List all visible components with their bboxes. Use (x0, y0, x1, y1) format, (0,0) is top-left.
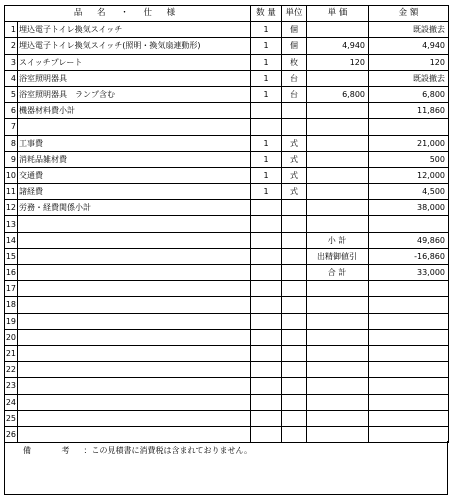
item-name: 労務・経費関係小計 (18, 200, 251, 216)
item-price (307, 362, 369, 378)
item-name: 浴室照明器具 ランプ含む (18, 86, 251, 102)
item-name (18, 281, 251, 297)
item-unit (282, 119, 307, 135)
row-number: 23 (5, 378, 18, 394)
item-qty (251, 410, 282, 426)
item-name (18, 410, 251, 426)
header-qty: 数 量 (251, 6, 282, 22)
item-qty (251, 248, 282, 264)
item-name: 浴室照明器具 (18, 70, 251, 86)
item-qty: 1 (251, 54, 282, 70)
item-unit (282, 297, 307, 313)
table-row (5, 184, 449, 200)
item-unit (282, 103, 307, 119)
item-name: 消耗品雑材費 (18, 151, 251, 167)
table-row (5, 54, 449, 70)
item-qty (251, 394, 282, 410)
item-name (18, 362, 251, 378)
item-qty (251, 232, 282, 248)
row-number: 1 (5, 22, 18, 38)
item-name (18, 394, 251, 410)
item-price (307, 103, 369, 119)
row-number: 8 (5, 135, 18, 151)
table-body (5, 22, 449, 443)
table-row (5, 216, 449, 232)
item-qty: 1 (251, 86, 282, 102)
remarks-box (4, 441, 448, 495)
item-name (18, 329, 251, 345)
row-number: 16 (5, 265, 18, 281)
table-row (5, 345, 449, 361)
item-qty (251, 362, 282, 378)
row-number: 21 (5, 345, 18, 361)
item-name: 交通費 (18, 167, 251, 183)
item-name (18, 297, 251, 313)
item-qty: 1 (251, 70, 282, 86)
item-name (18, 216, 251, 232)
item-price (307, 200, 369, 216)
item-amount (369, 119, 449, 135)
table-row (5, 86, 449, 102)
item-unit: 式 (282, 167, 307, 183)
item-amount (369, 378, 449, 394)
item-unit (282, 378, 307, 394)
header-amount: 金 額 (369, 6, 449, 22)
item-amount: 4,940 (369, 38, 449, 54)
row-number: 12 (5, 200, 18, 216)
estimate-sheet (1, 1, 453, 498)
table-row (5, 281, 449, 297)
header-price: 単 価 (307, 6, 369, 22)
row-number: 22 (5, 362, 18, 378)
item-unit (282, 216, 307, 232)
row-number: 5 (5, 86, 18, 102)
row-number: 14 (5, 232, 18, 248)
item-qty (251, 281, 282, 297)
remarks-text: ：この見積書に消費税は含まれておりません。 (83, 446, 253, 455)
item-amount: 既設撤去 (369, 22, 449, 38)
item-price (307, 378, 369, 394)
item-unit: 個 (282, 38, 307, 54)
row-number: 25 (5, 410, 18, 426)
item-unit: 式 (282, 151, 307, 167)
item-qty (251, 329, 282, 345)
item-amount: 500 (369, 151, 449, 167)
remarks-label: 備 考 (23, 446, 84, 455)
item-price (307, 297, 369, 313)
item-price: 6,800 (307, 86, 369, 102)
item-unit (282, 248, 307, 264)
item-name (18, 119, 251, 135)
item-amount (369, 345, 449, 361)
item-price (307, 394, 369, 410)
item-name: 諸経費 (18, 184, 251, 200)
item-price (307, 70, 369, 86)
item-amount (369, 410, 449, 426)
item-amount: 既設撤去 (369, 70, 449, 86)
item-amount (369, 281, 449, 297)
table-row (5, 151, 449, 167)
item-unit (282, 394, 307, 410)
table-row (5, 103, 449, 119)
table-row (5, 329, 449, 345)
row-number: 11 (5, 184, 18, 200)
estimate-table (4, 5, 449, 443)
row-number: 10 (5, 167, 18, 183)
item-qty: 1 (251, 184, 282, 200)
table-row (5, 38, 449, 54)
item-price: 小 計 (307, 232, 369, 248)
item-name (18, 248, 251, 264)
item-unit (282, 329, 307, 345)
row-number: 4 (5, 70, 18, 86)
item-name (18, 232, 251, 248)
item-unit: 個 (282, 22, 307, 38)
item-amount: 49,860 (369, 232, 449, 248)
item-amount (369, 329, 449, 345)
item-amount: 38,000 (369, 200, 449, 216)
item-qty (251, 378, 282, 394)
item-price (307, 135, 369, 151)
item-amount: 33,000 (369, 265, 449, 281)
item-qty (251, 297, 282, 313)
item-amount: 4,500 (369, 184, 449, 200)
header-unit: 単位 (282, 6, 307, 22)
item-qty (251, 119, 282, 135)
row-number: 18 (5, 297, 18, 313)
item-qty (251, 200, 282, 216)
table-row (5, 394, 449, 410)
item-name (18, 313, 251, 329)
item-amount: 11,860 (369, 103, 449, 119)
item-price: 4,940 (307, 38, 369, 54)
item-name: 埋込電子トイレ換気スイッチ (18, 22, 251, 38)
item-amount: 21,000 (369, 135, 449, 151)
item-amount: 6,800 (369, 86, 449, 102)
item-qty (251, 216, 282, 232)
item-price (307, 22, 369, 38)
item-name: 機器材料費小計 (18, 103, 251, 119)
item-price: 出精御値引 (307, 248, 369, 264)
row-number: 13 (5, 216, 18, 232)
item-qty (251, 265, 282, 281)
row-number: 7 (5, 119, 18, 135)
item-amount: 12,000 (369, 167, 449, 183)
item-unit: 式 (282, 135, 307, 151)
item-price: 120 (307, 54, 369, 70)
item-unit (282, 313, 307, 329)
table-row (5, 265, 449, 281)
item-unit: 台 (282, 70, 307, 86)
table-row (5, 119, 449, 135)
item-price (307, 410, 369, 426)
item-price (307, 184, 369, 200)
row-number: 26 (5, 426, 18, 442)
item-qty (251, 345, 282, 361)
item-qty (251, 313, 282, 329)
table-row (5, 248, 449, 264)
item-name: 埋込電子トイレ換気スイッチ(照明・換気扇連動形) (18, 38, 251, 54)
item-unit (282, 265, 307, 281)
item-unit: 枚 (282, 54, 307, 70)
item-price (307, 329, 369, 345)
item-unit (282, 410, 307, 426)
item-price (307, 281, 369, 297)
item-amount (369, 216, 449, 232)
item-amount (369, 297, 449, 313)
item-unit (282, 232, 307, 248)
item-qty: 1 (251, 135, 282, 151)
table-row (5, 135, 449, 151)
table-row (5, 410, 449, 426)
item-qty: 1 (251, 167, 282, 183)
table-row (5, 200, 449, 216)
item-unit: 式 (282, 184, 307, 200)
item-price (307, 313, 369, 329)
item-amount (369, 313, 449, 329)
row-number: 17 (5, 281, 18, 297)
item-qty: 1 (251, 22, 282, 38)
table-row (5, 378, 449, 394)
table-row (5, 313, 449, 329)
table-row (5, 362, 449, 378)
item-name: 工事費 (18, 135, 251, 151)
item-amount: -16,860 (369, 248, 449, 264)
row-number: 15 (5, 248, 18, 264)
row-number: 3 (5, 54, 18, 70)
item-unit (282, 281, 307, 297)
item-qty (251, 103, 282, 119)
item-amount: 120 (369, 54, 449, 70)
item-price: 合 計 (307, 265, 369, 281)
table-row (5, 297, 449, 313)
item-price (307, 345, 369, 361)
item-unit: 台 (282, 86, 307, 102)
table-row (5, 70, 449, 86)
item-name (18, 378, 251, 394)
row-number: 24 (5, 394, 18, 410)
item-unit (282, 200, 307, 216)
item-price (307, 167, 369, 183)
item-name: スイッチプレート (18, 54, 251, 70)
table-row (5, 232, 449, 248)
item-qty: 1 (251, 38, 282, 54)
item-price (307, 151, 369, 167)
item-amount (369, 362, 449, 378)
row-number: 19 (5, 313, 18, 329)
table-header-row (5, 6, 449, 22)
item-name (18, 265, 251, 281)
header-name: 品 名 ・ 仕 様 (5, 6, 251, 22)
row-number: 20 (5, 329, 18, 345)
item-price (307, 119, 369, 135)
item-qty: 1 (251, 151, 282, 167)
row-number: 9 (5, 151, 18, 167)
item-unit (282, 345, 307, 361)
item-unit (282, 362, 307, 378)
row-number: 2 (5, 38, 18, 54)
item-price (307, 216, 369, 232)
row-number: 6 (5, 103, 18, 119)
item-name (18, 345, 251, 361)
table-row (5, 167, 449, 183)
table-row (5, 22, 449, 38)
item-amount (369, 394, 449, 410)
